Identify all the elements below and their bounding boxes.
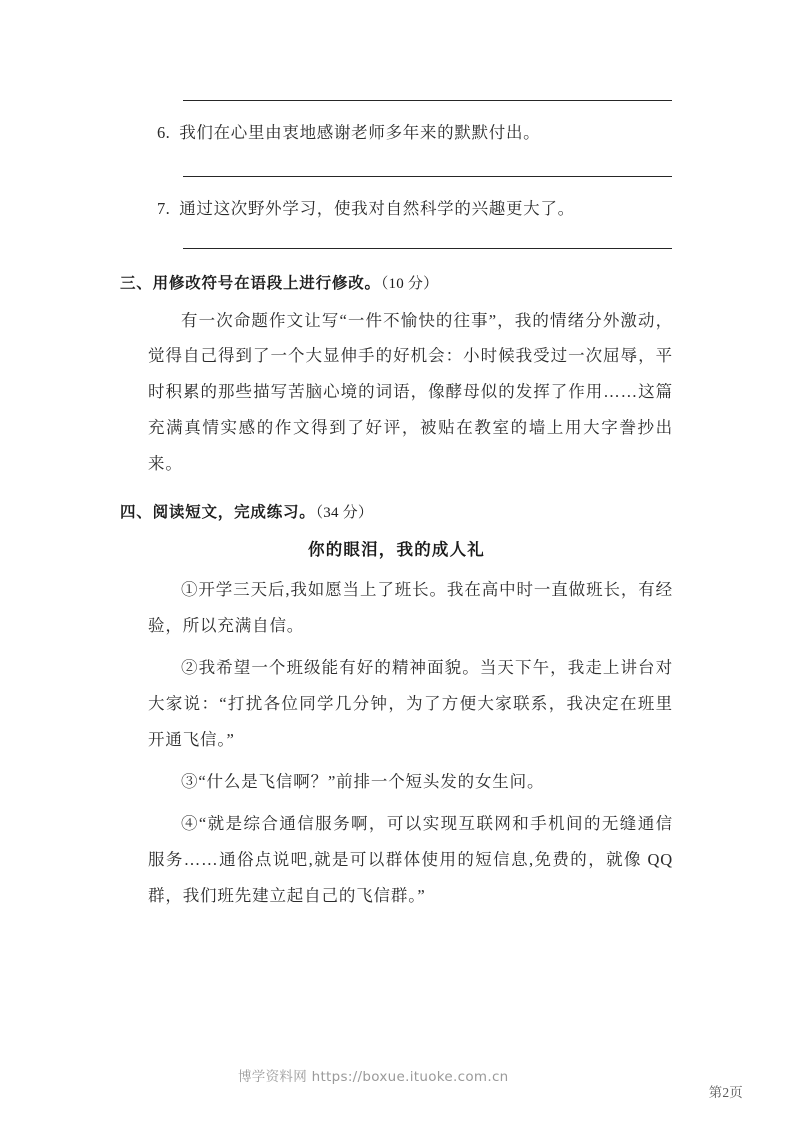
- section-heading-three-score: （10 分）: [380, 275, 439, 292]
- section-heading-three: [120, 271, 673, 293]
- revision-paragraph: 有一次命题作文让写“一件不愉快的往事”，我的情绪分外激动，觉得自己得到了一个大显伸手的好机会：小时候我受过一次屈辱，平时积累的那些描写苦脑心境的词语，像酵母似的发挥了作用……这篇充满真情实感的作文得到了好评，被贴在教室的墙上用大字誊抄出来。: [148, 310, 673, 474]
- article-paragraph-2: ②我希望一个班级能有好的精神面貌。当天下午，我走上讲台对大家说：“打扰各位同学几分钟，为了方便大家联系，我决定在班里开通飞信。”: [148, 658, 673, 750]
- section-heading-four: [120, 500, 673, 522]
- section-heading-three-text: 三、用修改符号在语段上进行修改。: [120, 273, 381, 292]
- question-number: 6.: [157, 123, 171, 142]
- question-text: 我们在心里由衷地感谢老师多年来的默默付出。: [179, 123, 541, 142]
- question-text: 通过这次野外学习，使我对自然科学的兴趣更大了。: [179, 198, 575, 218]
- question-item-6: [157, 121, 673, 146]
- article-title: 你的眼泪，我的成人礼: [308, 540, 485, 560]
- article-paragraph-3: ③“什么是飞信啊？”前排一个短头发的女生问。: [181, 772, 545, 792]
- page-number: 第2页: [708, 1085, 743, 1100]
- section-heading-four-score: （34 分）: [315, 505, 374, 522]
- section-heading-four-text: 四、阅读短文，完成练习。: [120, 503, 316, 522]
- article-paragraph-1: ①开学三天后,我如愿当上了班长。我在高中时一直做班长，有经验，所以充满自信。: [148, 580, 673, 636]
- question-number: 7.: [157, 198, 171, 218]
- article-paragraph-4: ④“就是综合通信服务啊，可以实现互联网和手机间的无缝通信服务……通俗点说吧,就是可以群体使用的短信息,免费的，就像 QQ 群，我们班先建立起自己的飞信群。”: [148, 814, 673, 906]
- question-item-7: [157, 197, 673, 222]
- page-content: [120, 100, 673, 914]
- site-watermark: 博学资料网 https://boxue.ituoke.com.cn: [238, 1069, 509, 1085]
